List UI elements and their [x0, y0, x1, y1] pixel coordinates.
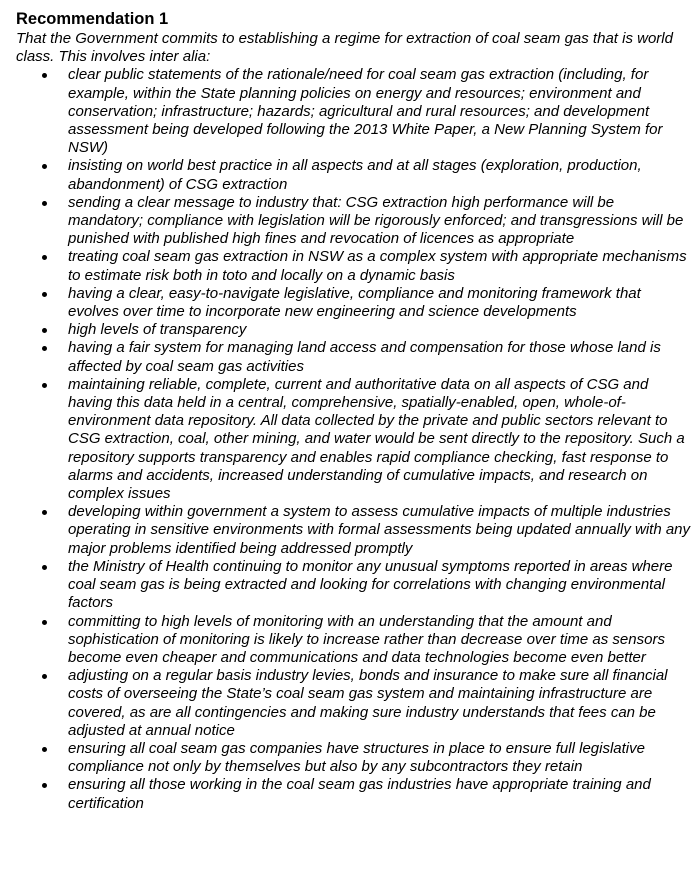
bullet-icon — [42, 255, 47, 260]
bullet-icon — [42, 783, 47, 788]
list-item-text: committing to high levels of monitoring with an understanding that the amount and sophistication of monitoring is likely to increase rather than decrease over time as sensors become even cheaper and communications and data technologies become even better — [68, 612, 665, 666]
list-item — [16, 248, 692, 284]
list-item-text: clear public statements of the rationale/need for coal seam gas extraction (including, for example, within the State planning policies on energy and resources; environment and conservation; infrastructure; hazards; agricultural and rural resources; and development assessment being developed following the 2013 White Paper, a New Planning System for NSW) — [68, 66, 663, 157]
list-item-text: sending a clear message to industry that: CSG extraction high performance will be mandatory; compliance with legislation will be rigorously enforced; and transgressions will be punished with published high fines and revocation of licences as appropriate — [68, 193, 684, 248]
bullet-icon — [42, 73, 47, 78]
recommendation-heading: Recommendation 1 — [16, 10, 169, 28]
list-item-text: treating coal seam gas extraction in NSW as a complex system with appropriate mechanisms to estimate risk both in toto and locally on a dynamic basis — [68, 248, 687, 284]
list-item — [16, 558, 692, 613]
bullet-icon — [42, 383, 47, 388]
recommendation-list — [16, 66, 692, 812]
list-item — [16, 776, 692, 812]
list-item-text: high levels of transparency — [68, 321, 247, 339]
bullet-icon — [42, 346, 47, 351]
list-item — [16, 157, 692, 193]
list-item-text: ensuring all coal seam gas companies have structures in place to ensure full legislative compliance not only by themselves but also by any subcontractors they retain — [68, 739, 645, 776]
list-item — [16, 503, 692, 558]
list-item-text: ensuring all those working in the coal seam gas industries have appropriate training and certification — [68, 776, 651, 812]
bullet-icon — [42, 201, 47, 206]
bullet-icon — [42, 292, 47, 297]
list-item-text: maintaining reliable, complete, current and authoritative data on all aspects of CSG and having this data held in a central, comprehensive, spatially-enabled, open, whole-of-environment data repository. All data collected by the private and public sectors relevant to CSG extraction, coal, other mining, and water would be sent directly to the repository. Such a repository supports transparency and enables rapid compliance checking, fast response to alarms and accidents, increased understanding of cumulative impacts, and research on complex issues — [68, 375, 685, 503]
list-item — [16, 194, 692, 249]
recommendation-document — [16, 9, 692, 813]
bullet-icon — [42, 747, 47, 752]
bullet-icon — [42, 328, 47, 333]
list-item — [16, 66, 692, 157]
bullet-icon — [42, 510, 47, 515]
list-item-text: developing within government a system to assess cumulative impacts of multiple industries operating in sensitive environments with formal assessments being updated annually with any major problems identified being addressed promptly — [68, 503, 691, 557]
list-item — [16, 740, 692, 776]
bullet-icon — [42, 620, 47, 625]
bullet-icon — [42, 164, 47, 169]
recommendation-intro: That the Government commits to establishing a regime for extraction of coal seam gas that is world class. This involves inter alia: — [16, 30, 673, 66]
list-item — [16, 285, 692, 321]
list-item-text: the Ministry of Health continuing to monitor any unusual symptoms reported in areas where coal seam gas is being extracted and looking for correlations with changing environmental factors — [68, 557, 673, 612]
list-item-text: having a fair system for managing land access and compensation for those whose land is affected by coal seam gas activities — [68, 339, 661, 375]
list-item-text: adjusting on a regular basis industry levies, bonds and insurance to make sure all financial costs of overseeing the State’s coal seam gas system and maintaining infrastructure are covered, as are all contingencies and making sure industry understands that fees can be adjusted at annual notice — [68, 667, 668, 739]
list-item — [16, 339, 692, 375]
bullet-icon — [42, 674, 47, 679]
list-item — [16, 376, 692, 503]
list-item — [16, 667, 692, 740]
list-item — [16, 613, 692, 668]
bullet-icon — [42, 565, 47, 570]
list-item-text: having a clear, easy-to-navigate legislative, compliance and monitoring framework that evolves over time to incorporate new engineering and science developments — [68, 284, 641, 321]
list-item-text: insisting on world best practice in all aspects and at all stages (exploration, production, abandonment) of CSG extraction — [68, 157, 642, 193]
list-item — [16, 321, 692, 339]
